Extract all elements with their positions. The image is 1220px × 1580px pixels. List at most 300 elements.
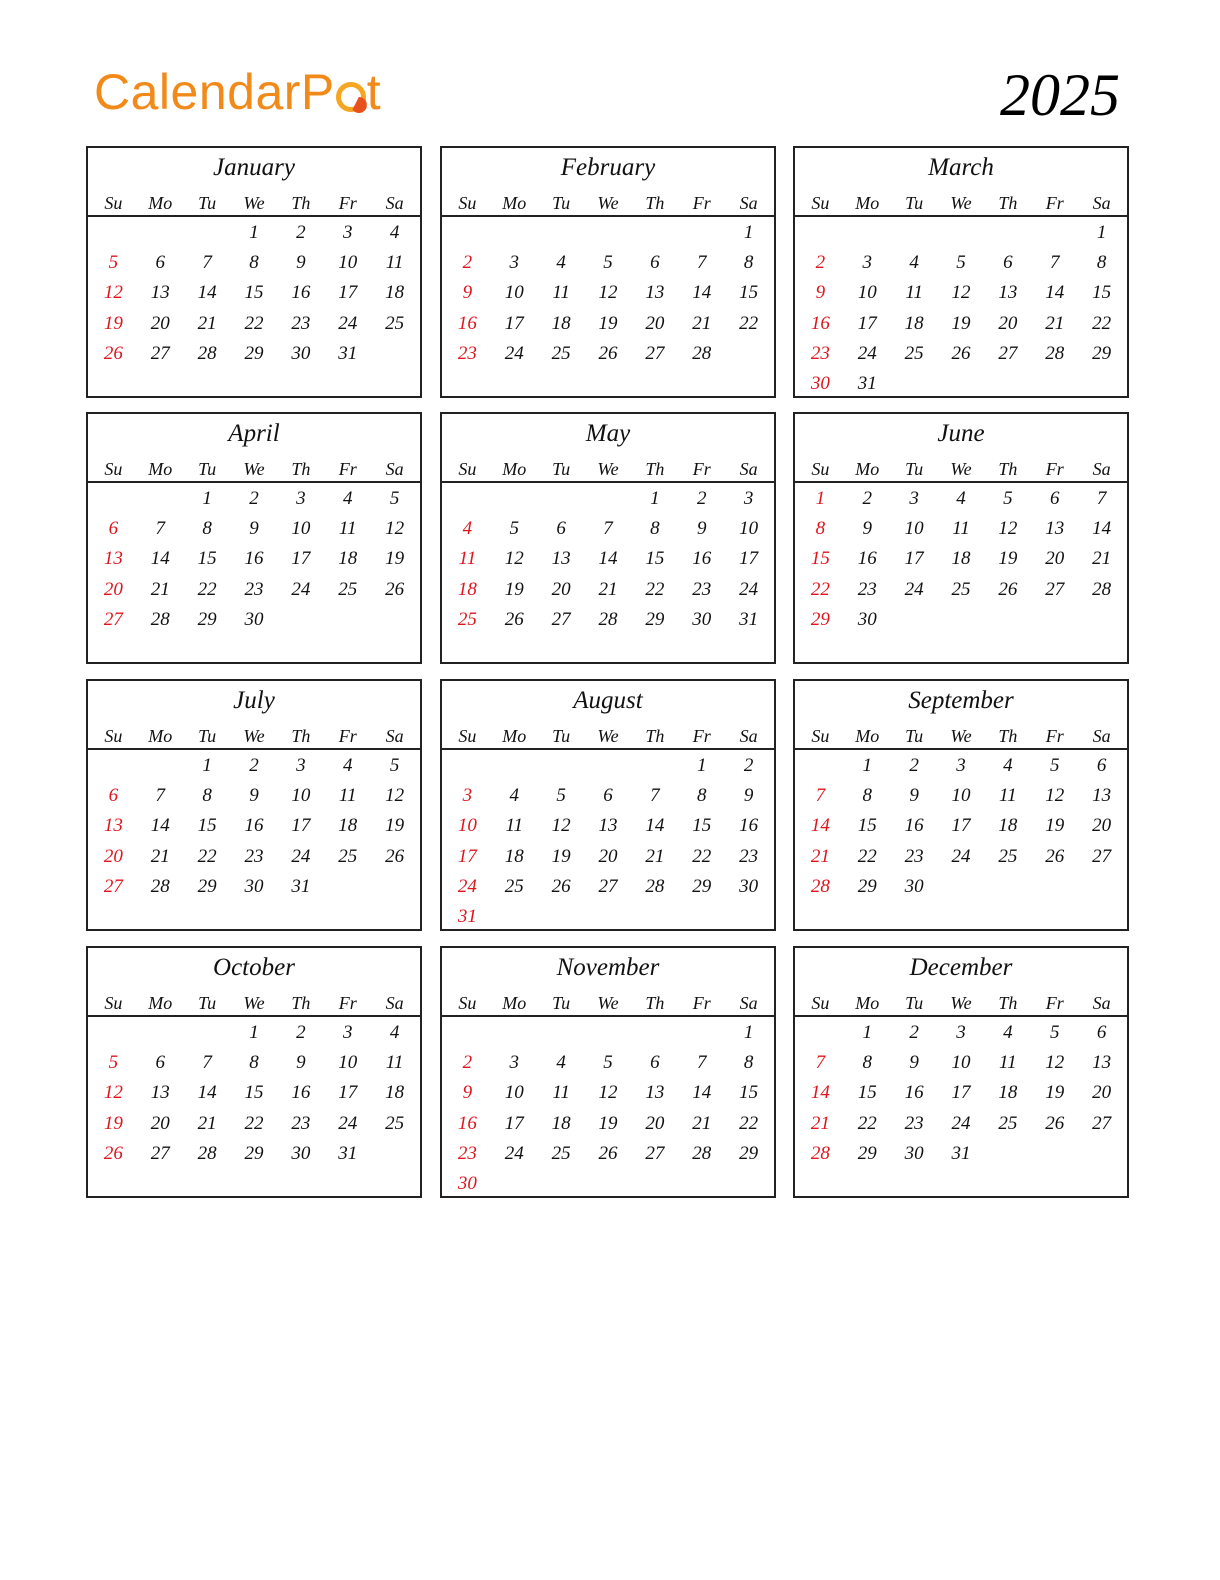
day-cell: 29 (645, 608, 665, 630)
day-cell: 4 (389, 1022, 400, 1043)
day-cell: 25 (385, 1112, 405, 1134)
day-cell: 8 (696, 785, 707, 807)
weekday-label: Mo (148, 726, 173, 746)
header-divider (795, 1015, 1127, 1017)
day-cell: 20 (998, 312, 1018, 334)
day-cell: 25 (504, 875, 524, 897)
day-cell: 3 (342, 1022, 353, 1043)
day-cell: 13 (645, 282, 665, 304)
day-cell: 26 (385, 845, 405, 867)
day-cell-sunday: 5 (108, 1052, 119, 1074)
day-cell: 3 (956, 755, 966, 776)
day-cell: 6 (155, 252, 166, 274)
day-cell: 12 (598, 282, 618, 304)
day-cell: 3 (743, 488, 754, 509)
day-cell: 9 (909, 785, 919, 807)
day-cell: 9 (249, 518, 259, 540)
day-cell: 7 (155, 785, 166, 807)
header-divider (795, 748, 1127, 750)
day-cell: 13 (998, 282, 1018, 304)
day-cell: 22 (244, 1112, 264, 1134)
day-cell: 3 (956, 1022, 966, 1043)
day-cell: 26 (1045, 1112, 1065, 1134)
day-cell: 7 (155, 518, 166, 540)
day-cell: 19 (1045, 815, 1065, 837)
day-cell: 15 (739, 282, 759, 304)
day-cell: 19 (1045, 1082, 1065, 1104)
weekday-label: Sa (1092, 993, 1111, 1013)
empty-cell (678, 1020, 725, 1050)
day-cell: 27 (551, 608, 571, 630)
day-cell-sunday: 27 (103, 875, 123, 897)
weekday-label: Th (291, 726, 311, 746)
day-cell: 1 (249, 1022, 259, 1043)
day-cell: 5 (509, 518, 520, 540)
day-cell: 31 (739, 608, 759, 630)
day-cell: 26 (598, 1142, 618, 1164)
day-cell: 30 (244, 875, 264, 897)
day-cell: 14 (1092, 518, 1112, 540)
day-cell: 29 (692, 875, 712, 897)
day-cell: 7 (1096, 488, 1107, 509)
weekday-label: Mo (502, 459, 527, 479)
day-cell: 18 (338, 548, 358, 570)
header-divider (88, 481, 420, 483)
day-cell: 9 (862, 518, 873, 540)
day-cell: 11 (505, 815, 524, 837)
weekday-label: Sa (1092, 193, 1111, 213)
day-cell: 7 (603, 518, 613, 540)
day-cell: 11 (905, 282, 923, 304)
day-cell-sunday: 9 (462, 282, 473, 304)
day-cell: 9 (296, 1052, 306, 1074)
day-cell: 15 (1092, 282, 1112, 304)
day-cell: 18 (385, 1082, 405, 1104)
weekday-label: Fr (1045, 993, 1064, 1013)
day-cell: 17 (857, 312, 877, 334)
day-cell-sunday: 26 (103, 1142, 123, 1164)
day-cell: 2 (909, 1022, 919, 1043)
day-cell: 19 (598, 1112, 618, 1134)
month-february (440, 146, 776, 398)
day-cell: 24 (739, 578, 759, 600)
calendarpot-logo (94, 62, 381, 122)
empty-cell (585, 486, 632, 516)
weekday-label: Sa (739, 726, 758, 746)
empty-cell (585, 220, 632, 250)
day-cell: 16 (857, 548, 877, 570)
weekday-label: Mo (502, 193, 527, 213)
day-cell: 5 (603, 1052, 613, 1074)
month-april (86, 412, 422, 664)
day-cell: 11 (552, 282, 570, 304)
month-november (440, 946, 776, 1198)
weekday-label: Su (104, 726, 123, 746)
day-cell: 13 (1092, 785, 1112, 807)
header-divider (795, 215, 1127, 217)
day-cell: 28 (150, 608, 170, 630)
day-cell: 1 (743, 1022, 754, 1043)
day-cell: 1 (862, 755, 873, 776)
month-title: March (928, 154, 994, 181)
month-title: May (585, 420, 631, 447)
day-cell: 17 (951, 815, 971, 837)
month-title: August (573, 687, 643, 714)
day-cell: 19 (385, 548, 405, 570)
day-cell: 21 (150, 578, 170, 600)
weekday-label: Th (998, 459, 1018, 479)
weekday-label: Th (291, 993, 311, 1013)
weekday-label: We (243, 726, 265, 746)
day-cell: 18 (951, 548, 971, 570)
empty-cell (844, 220, 891, 250)
day-cell: 13 (1092, 1052, 1112, 1074)
day-cell: 22 (857, 1112, 877, 1134)
weekday-label: Fr (692, 993, 711, 1013)
day-cell: 25 (338, 578, 358, 600)
day-cell: 4 (342, 755, 353, 776)
weekday-label: We (597, 193, 619, 213)
weekday-label: Tu (552, 726, 571, 746)
day-cell: 1 (1096, 222, 1107, 243)
day-cell: 26 (598, 342, 618, 364)
day-cell: 9 (296, 252, 306, 274)
day-grid (90, 753, 418, 904)
day-grid (444, 486, 772, 637)
empty-cell (444, 486, 491, 516)
weekday-header (442, 991, 774, 1015)
weekday-label: Th (998, 193, 1018, 213)
weekday-label: Th (998, 726, 1018, 746)
day-cell: 14 (150, 815, 170, 837)
day-cell-sunday: 13 (103, 815, 123, 837)
day-cell: 23 (291, 1112, 311, 1134)
day-cell: 2 (862, 488, 873, 509)
day-cell: 13 (645, 1082, 665, 1104)
day-cell: 17 (504, 312, 524, 334)
empty-cell (90, 1020, 137, 1050)
day-cell: 14 (197, 1082, 217, 1104)
weekday-label: Fr (338, 193, 357, 213)
day-cell: 22 (739, 312, 759, 334)
weekday-label: Tu (552, 193, 571, 213)
day-grid (797, 486, 1125, 637)
empty-cell (585, 753, 632, 783)
weekday-header (442, 191, 774, 215)
day-cell: 16 (692, 548, 712, 570)
day-cell: 19 (551, 845, 571, 867)
day-cell: 2 (296, 222, 306, 243)
day-cell: 18 (998, 1082, 1018, 1104)
day-cell: 22 (645, 578, 665, 600)
day-cell: 5 (603, 252, 613, 274)
day-cell: 12 (1045, 1052, 1065, 1074)
day-cell: 10 (504, 282, 524, 304)
day-cell: 7 (696, 252, 707, 274)
day-cell: 18 (504, 845, 524, 867)
logo-text: CalendarP (94, 64, 335, 120)
weekday-label: Tu (198, 193, 217, 213)
day-cell: 30 (739, 875, 759, 897)
weekday-label: Su (811, 459, 830, 479)
day-cell: 2 (743, 755, 754, 776)
header-divider (795, 481, 1127, 483)
day-cell: 5 (389, 488, 400, 509)
day-cell: 15 (645, 548, 665, 570)
month-title: September (908, 687, 1014, 714)
day-cell: 27 (1045, 578, 1065, 600)
day-cell: 6 (556, 518, 566, 540)
weekday-label: Mo (148, 459, 173, 479)
header-divider (442, 215, 774, 217)
weekday-label: Tu (905, 193, 924, 213)
month-march (793, 146, 1129, 398)
month-june (793, 412, 1129, 664)
weekday-label: Tu (198, 726, 217, 746)
day-cell: 27 (1092, 1112, 1112, 1134)
day-cell: 17 (291, 548, 311, 570)
weekday-label: Th (645, 726, 665, 746)
day-cell-sunday: 8 (815, 518, 826, 540)
header-divider (442, 1015, 774, 1017)
day-cell-sunday: 25 (457, 608, 477, 630)
header-divider (88, 1015, 420, 1017)
day-cell: 31 (857, 372, 877, 394)
empty-cell (631, 753, 678, 783)
day-cell: 28 (197, 342, 217, 364)
weekday-label: Th (291, 193, 311, 213)
day-cell: 1 (650, 488, 660, 509)
day-cell: 8 (862, 1052, 873, 1074)
day-cell: 26 (551, 875, 571, 897)
day-cell: 5 (956, 252, 966, 274)
weekday-label: Su (104, 459, 123, 479)
day-cell: 30 (904, 1142, 924, 1164)
day-cell: 2 (296, 1022, 306, 1043)
weekday-label: Su (811, 726, 830, 746)
weekday-label: We (243, 459, 265, 479)
day-cell: 10 (904, 518, 924, 540)
weekday-label: Mo (502, 726, 527, 746)
month-title: February (560, 154, 656, 181)
empty-cell (538, 486, 585, 516)
empty-cell (444, 220, 491, 250)
empty-cell (984, 220, 1031, 250)
day-cell: 15 (197, 815, 217, 837)
day-cell-sunday: 12 (103, 1082, 123, 1104)
weekday-label: Sa (385, 193, 404, 213)
weekday-label: Su (458, 726, 477, 746)
day-cell: 7 (202, 252, 212, 274)
weekday-header (88, 724, 420, 748)
weekday-label: Fr (1045, 193, 1064, 213)
day-cell: 11 (999, 1052, 1017, 1074)
day-cell: 26 (504, 608, 524, 630)
day-cell: 3 (296, 488, 306, 509)
logo-text-end: t (366, 64, 382, 120)
day-grid (444, 1020, 772, 1201)
day-cell: 16 (291, 1082, 311, 1104)
day-cell: 1 (249, 222, 259, 243)
day-cell: 27 (998, 342, 1018, 364)
empty-cell (538, 220, 585, 250)
day-cell: 19 (951, 312, 971, 334)
weekday-label: Mo (502, 993, 527, 1013)
day-cell: 10 (291, 785, 311, 807)
day-cell: 18 (998, 815, 1018, 837)
weekday-header (795, 457, 1127, 481)
month-january (86, 146, 422, 398)
day-cell: 5 (389, 755, 400, 776)
empty-cell (137, 753, 184, 783)
day-cell: 5 (556, 785, 566, 807)
empty-cell (137, 486, 184, 516)
weekday-label: We (597, 726, 619, 746)
day-cell-sunday: 14 (810, 815, 830, 837)
day-cell: 1 (696, 755, 707, 776)
day-cell: 5 (1049, 755, 1060, 776)
weekday-label: Sa (385, 726, 404, 746)
day-cell: 2 (249, 488, 259, 509)
day-cell: 24 (291, 578, 311, 600)
day-cell: 20 (598, 845, 618, 867)
day-cell: 21 (692, 312, 712, 334)
day-cell: 28 (598, 608, 618, 630)
day-cell: 18 (551, 1112, 571, 1134)
logo-o-icon (336, 82, 366, 112)
day-cell: 11 (385, 1052, 404, 1074)
day-cell-sunday: 24 (457, 875, 477, 897)
day-cell: 5 (1003, 488, 1013, 509)
weekday-label: Sa (739, 459, 758, 479)
weekday-header (795, 991, 1127, 1015)
day-cell: 6 (1096, 1022, 1107, 1043)
day-cell: 5 (1049, 1022, 1060, 1043)
day-cell: 14 (598, 548, 618, 570)
day-cell: 15 (197, 548, 217, 570)
empty-cell (797, 753, 844, 783)
day-cell: 8 (202, 518, 212, 540)
day-cell-sunday: 16 (457, 312, 477, 334)
empty-cell (491, 220, 538, 250)
empty-cell (137, 1020, 184, 1050)
weekday-label: Mo (855, 993, 880, 1013)
day-cell: 28 (692, 1142, 712, 1164)
weekday-label: Su (104, 193, 123, 213)
weekday-label: We (950, 459, 972, 479)
day-cell-sunday: 15 (810, 548, 830, 570)
day-cell: 17 (739, 548, 759, 570)
day-cell: 22 (692, 845, 712, 867)
day-cell: 10 (338, 252, 358, 274)
day-cell: 13 (150, 1082, 170, 1104)
day-cell-sunday: 30 (457, 1172, 477, 1194)
day-cell: 19 (504, 578, 524, 600)
weekday-label: Mo (855, 459, 880, 479)
day-cell: 21 (1045, 312, 1065, 334)
day-cell-sunday: 21 (810, 845, 830, 867)
day-cell: 25 (385, 312, 405, 334)
day-cell-sunday: 20 (103, 845, 123, 867)
day-cell: 10 (338, 1052, 358, 1074)
year-title: 2025 (1000, 62, 1120, 128)
month-title: October (213, 954, 295, 981)
day-cell: 23 (244, 578, 264, 600)
day-cell: 16 (291, 282, 311, 304)
day-cell: 8 (249, 252, 259, 274)
weekday-label: Mo (855, 726, 880, 746)
day-grid (444, 220, 772, 371)
month-title: June (937, 420, 985, 447)
day-cell: 29 (739, 1142, 759, 1164)
day-cell: 6 (1096, 755, 1107, 776)
weekday-label: Fr (692, 193, 711, 213)
day-cell: 4 (1003, 1022, 1013, 1043)
day-cell: 16 (904, 1082, 924, 1104)
day-cell: 12 (551, 815, 571, 837)
weekday-label: Sa (739, 193, 758, 213)
day-cell-sunday: 27 (103, 608, 123, 630)
day-cell: 27 (598, 875, 618, 897)
day-grid (90, 486, 418, 637)
day-cell: 2 (249, 755, 259, 776)
weekday-label: Fr (338, 993, 357, 1013)
day-cell: 4 (909, 252, 919, 274)
day-cell: 6 (603, 785, 613, 807)
month-december (793, 946, 1129, 1198)
day-cell-sunday: 26 (103, 342, 123, 364)
day-cell: 13 (551, 548, 571, 570)
weekday-label: We (597, 993, 619, 1013)
day-cell: 30 (244, 608, 264, 630)
day-grid (90, 1020, 418, 1171)
day-cell: 3 (296, 755, 306, 776)
day-cell: 11 (385, 252, 404, 274)
day-cell: 1 (862, 1022, 873, 1043)
day-cell: 24 (504, 342, 524, 364)
day-cell-sunday: 6 (108, 518, 119, 540)
day-cell: 26 (1045, 845, 1065, 867)
day-cell: 17 (338, 282, 358, 304)
day-cell-sunday: 17 (457, 845, 477, 867)
day-cell: 17 (504, 1112, 524, 1134)
weekday-label: Fr (1045, 726, 1064, 746)
month-august (440, 679, 776, 931)
day-cell-sunday: 28 (810, 875, 830, 897)
day-cell: 26 (951, 342, 971, 364)
day-cell: 18 (904, 312, 924, 334)
day-cell: 17 (951, 1082, 971, 1104)
day-cell: 12 (1045, 785, 1065, 807)
day-cell: 11 (952, 518, 970, 540)
day-grid (797, 220, 1125, 401)
day-cell: 18 (551, 312, 571, 334)
day-cell: 24 (338, 1112, 358, 1134)
day-cell-sunday: 7 (815, 1052, 826, 1074)
day-cell: 19 (598, 312, 618, 334)
weekday-label: Tu (552, 459, 571, 479)
day-cell: 27 (645, 342, 665, 364)
day-grid (797, 753, 1125, 904)
day-cell: 4 (342, 488, 353, 509)
weekday-label: Tu (905, 993, 924, 1013)
day-cell-sunday: 16 (457, 1112, 477, 1134)
day-cell: 16 (904, 815, 924, 837)
day-cell: 22 (739, 1112, 759, 1134)
day-grid (444, 753, 772, 934)
day-cell-sunday: 7 (815, 785, 826, 807)
day-cell-sunday: 4 (462, 518, 473, 540)
